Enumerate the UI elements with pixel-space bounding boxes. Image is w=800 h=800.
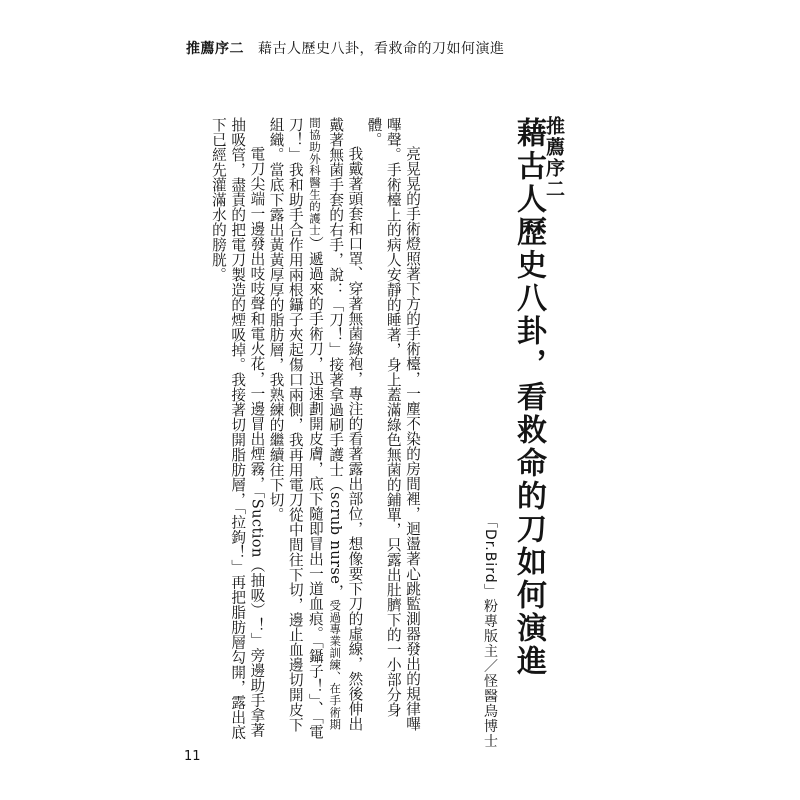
page-number: 11 xyxy=(184,749,201,764)
paragraph-2-note: 受過專業訓練、在手術期間協助外科醫生的護士 xyxy=(307,117,343,731)
paragraph-2-part-2: ）遞過來的手術刀，迅速劃開皮膚，底下隨即冒出一道血痕。「鑷子！」、「電刀！」我和助手合作用兩根鑷子夾起傷口兩側，我再用電刀從中間往下切，邊止血邊切開皮下組織。當底下露出黃黃厚厚的脂肪層，我熟練的繼續往下切。 xyxy=(267,117,324,740)
section-label: 推薦序二 xyxy=(543,116,565,200)
paragraph-2 xyxy=(266,117,364,742)
paragraph-1: 亮晃晃的手術燈照著下方的手術檯，一塵不染的房間裡，迴盪著心跳監測器發出的規律嗶嗶聲。手術檯上的病人安靜的睡著，身上蓋滿綠色無菌的鋪單，只露出肚臍下的一小部分身體。 xyxy=(365,117,421,732)
body-text xyxy=(209,117,422,742)
author-name: 「Dr.Bird」 xyxy=(482,514,498,599)
running-header-section: 推薦序二 xyxy=(186,41,244,57)
author-byline xyxy=(480,514,500,749)
paragraph-3: 電刀尖端一邊發出吱吱聲和電火花，一邊冒出煙霧，「Suction（抽吸）！」旁邊助手拿著抽吸管，盡責的把電刀製造的煙吸掉。我接著切開脂肪層，「拉鉤！」再把脂肪層勾開，露出底下已經先灌滿水的膀胱。 xyxy=(209,117,266,740)
paragraph-2-part-1: 我戴著頭套和口罩、穿著無菌綠袍，專注的看著露出部位，想像要下刀的虛線，然後伸出戴著無菌手套的右手，說：「刀！」接著拿過刷手護士（scrub nurse， xyxy=(327,117,364,732)
chapter-title: 藉古人歷史八卦，看救命的刀如何演進 xyxy=(511,117,546,678)
running-header-title: 藉古人歷史八卦，看救命的刀如何演進 xyxy=(258,41,505,57)
author-role: 粉專版主／怪醫鳥博士 xyxy=(482,598,498,749)
running-header xyxy=(186,37,505,59)
